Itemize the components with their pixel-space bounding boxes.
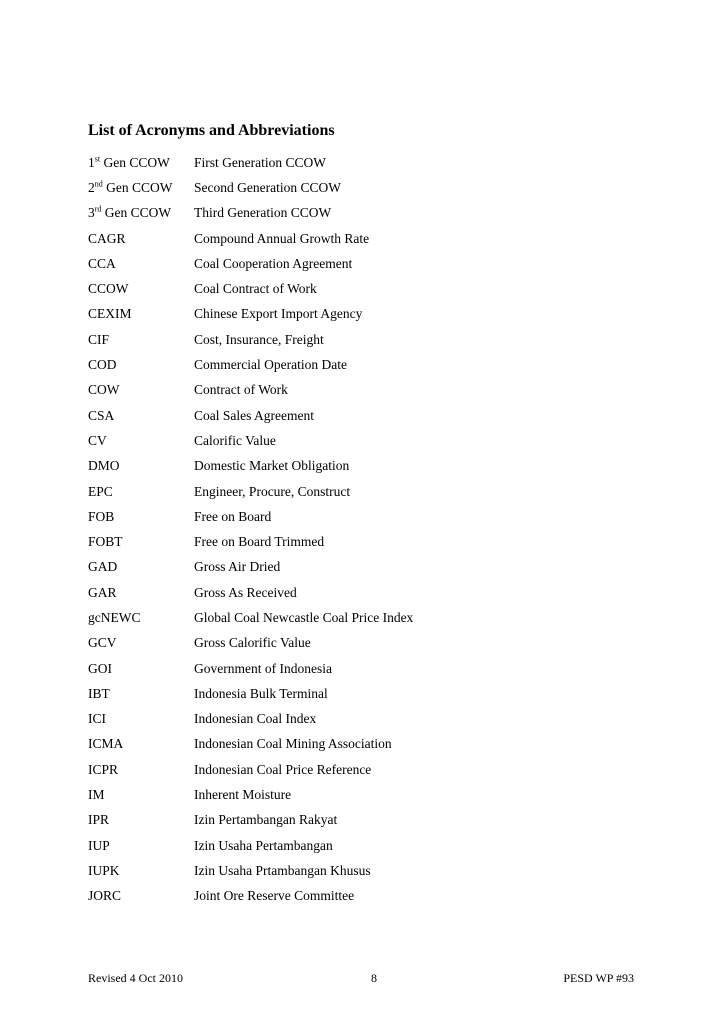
acronym-row [88,302,648,327]
acronym-row [88,479,648,504]
acronym-definition: Contract of Work [194,382,288,398]
acronym-term [88,155,194,171]
acronym-term-text: FOBT [88,534,123,550]
acronym-term [88,711,194,727]
acronym-definition: Cost, Insurance, Freight [194,331,324,347]
acronym-term [88,306,194,322]
acronym-term [88,762,194,778]
footer-document-id: PESD WP #93 [563,971,634,985]
acronym-term [88,357,194,373]
acronym-term-text: ICMA [88,736,124,752]
acronym-term [88,382,194,398]
acronym-definition: Coal Contract of Work [194,281,317,297]
acronym-row [88,833,648,858]
acronym-term-text: 2 [88,179,95,195]
acronym-term-text: CCOW [88,281,129,297]
acronym-definition: Third Generation CCOW [194,205,332,221]
acronym-term-text: CAGR [88,230,126,246]
acronym-term [88,686,194,702]
acronym-row [88,352,648,377]
acronym-term [88,661,194,677]
acronym-definition: Domestic Market Obligation [194,458,350,474]
acronym-definition: Government of Indonesia [194,660,332,676]
acronym-row [88,251,648,276]
acronym-term-text: gcNEWC [88,609,141,625]
acronym-term-text: CV [88,432,107,448]
acronym-row [88,732,648,757]
acronym-term-text: CSA [88,407,115,423]
acronym-row [88,403,648,428]
acronym-term-text: CCA [88,255,116,271]
footer-page-number: 8 [371,971,377,985]
acronym-term-text: JORC [88,888,122,904]
acronym-term [88,281,194,297]
acronym-definition: Free on Board [194,508,272,524]
acronym-row [88,884,648,909]
acronym-term [88,433,194,449]
acronym-row [88,580,648,605]
acronym-term-text: 3 [88,205,95,221]
acronym-term-text: GAD [88,559,118,575]
acronym-term [88,610,194,626]
acronym-term-ordinal-suffix: rd [94,204,102,214]
acronym-term-text: ICPR [88,761,119,777]
acronym-definition: Inherent Moisture [194,787,292,803]
acronym-term [88,736,194,752]
acronym-definition: First Generation CCOW [194,154,326,170]
acronym-term-text: IUPK [88,862,120,878]
acronym-row [88,428,648,453]
acronym-term [88,559,194,575]
acronym-term [88,838,194,854]
acronym-definition: Second Generation CCOW [194,179,341,195]
acronym-term-rest: Gen CCOW [102,179,173,195]
acronym-definition: Free on Board Trimmed [194,534,325,550]
acronym-term-text: COW [88,382,120,398]
acronym-term-text: IM [88,787,105,803]
acronym-list [88,150,648,909]
acronym-definition: Calorific Value [194,432,276,448]
acronym-definition: Indonesian Coal Mining Association [194,736,392,752]
acronym-row [88,327,648,352]
acronym-term [88,509,194,525]
acronym-row [88,454,648,479]
acronym-term [88,231,194,247]
acronym-term-text: CIF [88,331,110,347]
acronym-definition: Izin Pertambangan Rakyat [194,812,338,828]
acronym-row [88,276,648,301]
footer-revision-date: Revised 4 Oct 2010 [88,971,183,985]
page-title: List of Acronyms and Abbreviations [88,122,335,139]
acronym-term [88,585,194,601]
acronym-row [88,529,648,554]
acronym-term [88,458,194,474]
acronym-term [88,812,194,828]
acronym-term [88,256,194,272]
acronym-row [88,175,648,200]
acronym-term [88,408,194,424]
acronym-term [88,484,194,500]
acronym-term-text: GCV [88,635,117,651]
acronym-definition: Commercial Operation Date [194,357,347,373]
acronym-definition: Indonesia Bulk Terminal [194,685,328,701]
acronym-row [88,226,648,251]
acronym-term-text: FOB [88,508,115,524]
acronym-definition: Indonesian Coal Index [194,711,317,727]
acronym-term-text: 1 [88,154,95,170]
acronym-row [88,504,648,529]
acronym-term-text: GAR [88,584,117,600]
acronym-definition: Gross Calorific Value [194,635,311,651]
acronym-row [88,656,648,681]
acronym-definition: Chinese Export Import Agency [194,306,363,322]
acronym-definition: Gross Air Dried [194,559,281,575]
acronym-term-text: DMO [88,458,120,474]
acronym-term-ordinal-suffix: st [94,154,101,164]
acronym-term-text: IBT [88,685,110,701]
acronym-term-text: IUP [88,837,110,853]
acronym-row [88,378,648,403]
acronym-term [88,205,194,221]
acronym-row [88,150,648,175]
acronym-row [88,808,648,833]
acronym-row [88,757,648,782]
acronym-row [88,631,648,656]
acronym-term-ordinal-suffix: nd [94,179,103,189]
acronym-definition: Compound Annual Growth Rate [194,230,370,246]
acronym-term-text: ICI [88,711,106,727]
acronym-term-text: IPR [88,812,110,828]
acronym-row [88,782,648,807]
acronym-row [88,605,648,630]
acronym-term-rest: Gen CCOW [100,154,170,170]
acronym-term [88,635,194,651]
acronym-term-text: COD [88,357,117,373]
acronym-term-text: GOI [88,660,112,676]
acronym-definition: Izin Usaha Prtambangan Khusus [194,862,371,878]
acronym-row [88,555,648,580]
acronym-row [88,201,648,226]
acronym-definition: Joint Ore Reserve Committee [194,888,355,904]
acronym-term [88,180,194,196]
acronym-term-text: CEXIM [88,306,132,322]
acronym-row [88,858,648,883]
acronym-definition: Indonesian Coal Price Reference [194,761,372,777]
acronym-term [88,888,194,904]
acronym-definition: Coal Cooperation Agreement [194,255,353,271]
acronym-term-text: EPC [88,483,113,499]
acronym-definition: Engineer, Procure, Construct [194,483,351,499]
acronym-term [88,534,194,550]
acronym-definition: Coal Sales Agreement [194,407,314,423]
acronym-term-rest: Gen CCOW [101,205,172,221]
acronym-definition: Gross As Received [194,584,297,600]
acronym-row [88,707,648,732]
acronym-definition: Global Coal Newcastle Coal Price Index [194,609,414,625]
acronym-definition: Izin Usaha Pertambangan [194,837,333,853]
acronym-row [88,681,648,706]
acronym-term [88,332,194,348]
acronym-term [88,787,194,803]
acronym-term [88,863,194,879]
